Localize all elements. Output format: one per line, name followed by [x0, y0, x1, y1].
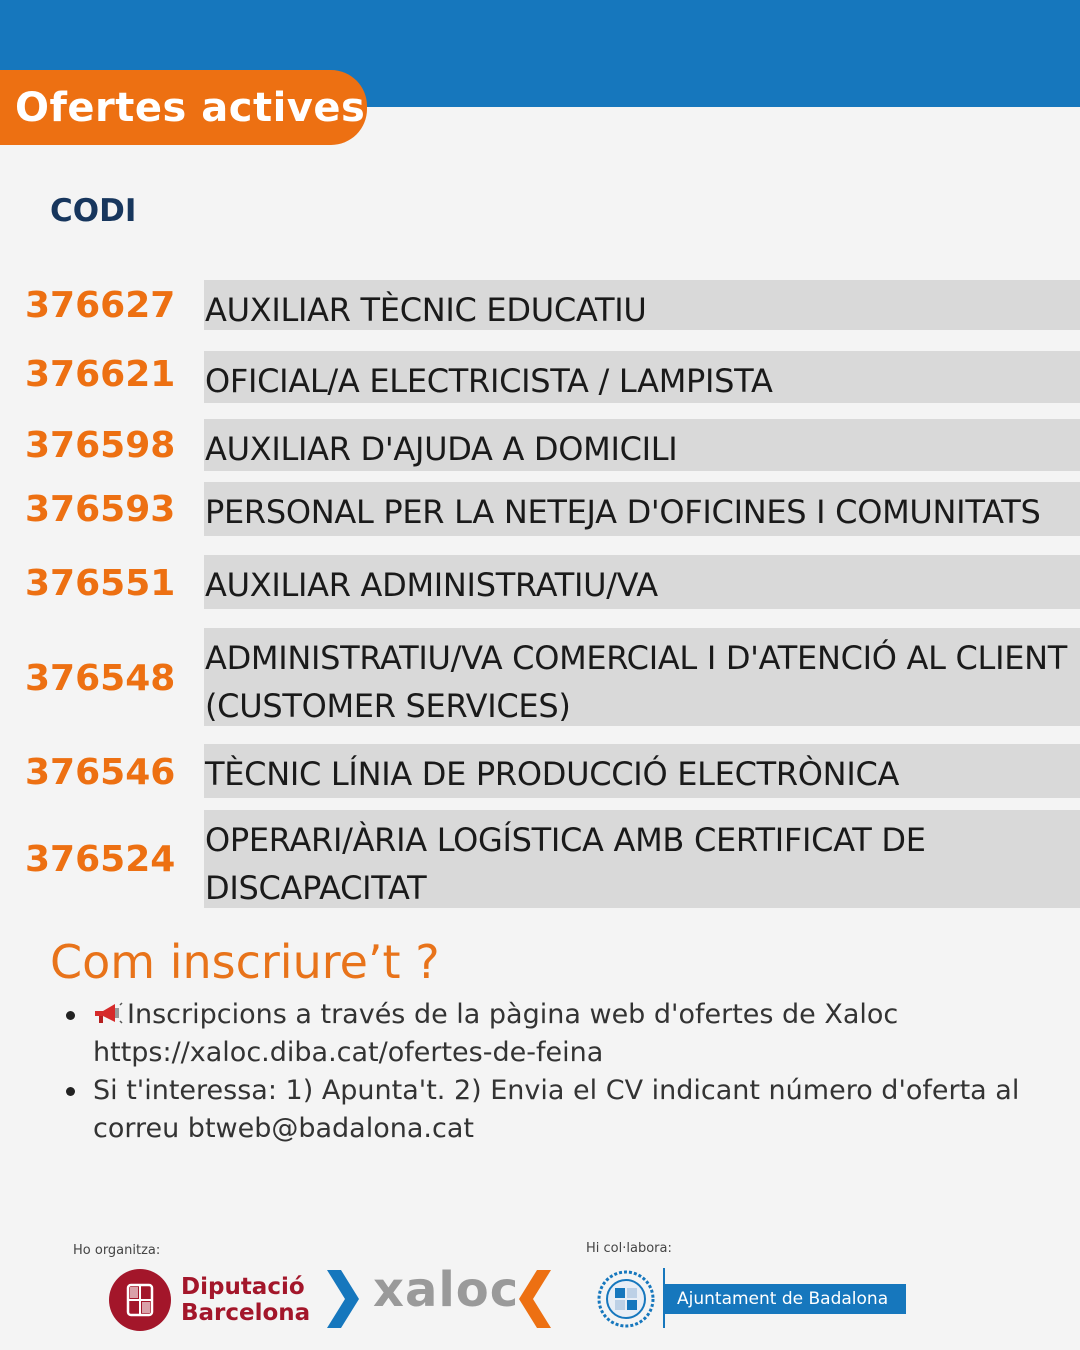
xaloc-logo-text: xaloc [373, 1262, 520, 1318]
offer-title: ADMINISTRATIU/VA COMERCIAL I D'ATENCIÓ AL CLIENT (CUSTOMER SERVICES) [204, 628, 1080, 726]
offer-code: 376551 [25, 562, 176, 604]
diputacio-logo-text [181, 1274, 310, 1326]
offer-title: TÈCNIC LÍNIA DE PRODUCCIÓ ELECTRÒNICA [204, 744, 1080, 798]
badalona-seal-icon [597, 1268, 655, 1330]
offer-title: OPERARI/ÀRIA LOGÍSTICA AMB CERTIFICAT DE DISCAPACITAT [204, 810, 1080, 908]
offer-code: 376548 [25, 657, 176, 699]
offer-title: AUXILIAR ADMINISTRATIU/VA [204, 555, 1080, 609]
offer-title: AUXILIAR D'AJUDA A DOMICILI [204, 419, 1080, 471]
offer-title: PERSONAL PER LA NETEJA D'OFICINES I COMUNITATS [204, 482, 1080, 536]
megaphone-icon [93, 1002, 123, 1026]
list-item [62, 1072, 1062, 1148]
how-to-apply-heading: Com inscriure’t ? [50, 935, 440, 989]
offer-code: 376621 [25, 353, 176, 395]
page-title: Ofertes actives [15, 84, 366, 131]
offer-title: OFICIAL/A ELECTRICISTA / LAMPISTA [204, 351, 1080, 403]
offer-code: 376627 [25, 284, 176, 326]
instruction-text: Inscripcions a través de la pàgina web d'ofertes de Xaloc [127, 999, 899, 1030]
diputacio-line1: Diputació [181, 1274, 305, 1300]
xaloc-offers-link[interactable]: https://xaloc.diba.cat/ofertes-de-feina [93, 1037, 604, 1068]
ajuntament-badalona-logo: Ajuntament de Badalona [665, 1284, 906, 1314]
collaborator-label: Hi col·labora: [586, 1241, 672, 1256]
offer-code: 376524 [25, 838, 176, 880]
instructions-list [62, 996, 1062, 1148]
list-item [62, 996, 1062, 1072]
offer-code: 376546 [25, 751, 176, 793]
diputacio-line2: Barcelona [181, 1300, 311, 1326]
offer-title: AUXILIAR TÈCNIC EDUCATIU [204, 280, 1080, 330]
diputacio-seal-icon [109, 1269, 171, 1331]
offer-code: 376598 [25, 424, 176, 466]
codi-column-header: CODI [50, 193, 137, 229]
instruction-text: Si t'interessa: 1) Apunta't. 2) Envia el CV indicant número d'oferta al correu btweb@badalona.cat [93, 1075, 1020, 1144]
title-banner [0, 70, 367, 145]
offer-code: 376593 [25, 488, 176, 530]
organizer-label: Ho organitza: [73, 1243, 161, 1258]
